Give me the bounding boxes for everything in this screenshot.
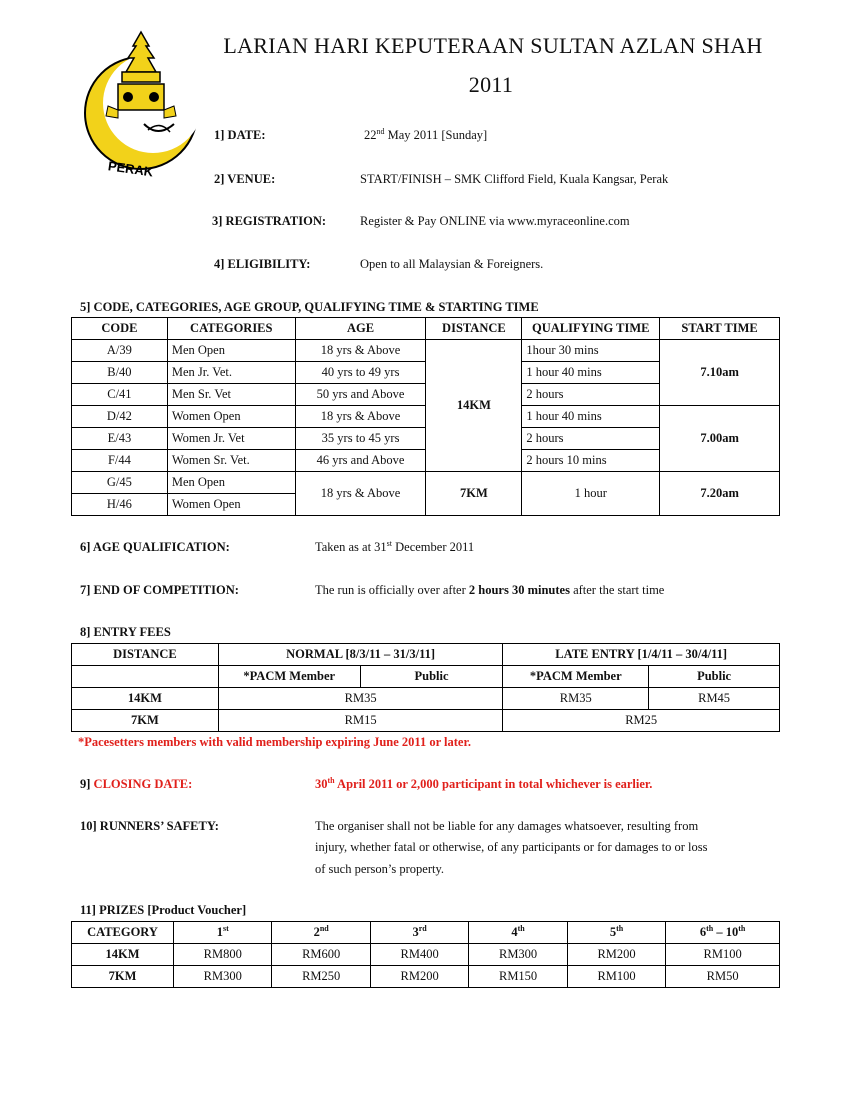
runners-safety-line1: The organiser shall not be liable for any damages whatsoever, resulting from <box>315 819 699 833</box>
fees-late-member-14km: RM35 <box>503 688 649 710</box>
fees-header-member-late: *PACM Member <box>503 666 649 688</box>
prize-cell: RM300 <box>469 944 567 966</box>
age-cell: 18 yrs & Above <box>295 406 426 428</box>
prize-cell: RM100 <box>666 944 780 966</box>
fees-late-7km: RM25 <box>503 710 780 732</box>
fees-header-normal: NORMAL [8/3/11 – 31/3/11] <box>218 644 503 666</box>
prize-cell: RM800 <box>174 944 272 966</box>
fees-header-distance: DISTANCE <box>72 644 219 666</box>
qualifying-cell-7km: 1 hour <box>522 472 660 516</box>
code-cell: E/43 <box>72 428 168 450</box>
eligibility-value: Open to all Malaysian & Foreigners. <box>360 257 544 271</box>
start-time-women: 7.00am <box>660 406 780 472</box>
prize-cell: RM150 <box>469 966 567 988</box>
pacesetters-note: *Pacesetters members with valid membership expiring June 2011 or later. <box>78 735 472 749</box>
distance-cell-14km: 14KM <box>426 340 522 472</box>
end-competition-value: The run is officially over after 2 hours 30 minutes after the start time <box>315 583 665 597</box>
table-row <box>72 340 780 362</box>
fees-distance-7km: 7KM <box>72 710 219 732</box>
qualifying-cell: 1hour 30 mins <box>522 340 660 362</box>
codes-heading: 5] CODE, CATEGORIES, AGE GROUP, QUALIFYING TIME & STARTING TIME <box>80 300 539 314</box>
qualifying-cell: 1 hour 40 mins <box>522 362 660 384</box>
code-cell: F/44 <box>72 450 168 472</box>
prizes-header-place-5: 5th <box>567 922 665 944</box>
runners-safety-line3: of such person’s property. <box>315 862 445 876</box>
prize-category-cell: 14KM <box>72 944 174 966</box>
code-cell: B/40 <box>72 362 168 384</box>
prize-cell: RM100 <box>567 966 665 988</box>
prizes-header-place-3: 3rd <box>370 922 468 944</box>
prizes-heading: 11] PRIZES [Product Voucher] <box>80 903 247 917</box>
table-row <box>72 688 780 710</box>
age-qualification-label: 6] AGE QUALIFICATION: <box>80 540 230 554</box>
qualifying-cell: 2 hours 10 mins <box>522 450 660 472</box>
age-cell: 40 yrs to 49 yrs <box>295 362 426 384</box>
table-row <box>72 710 780 732</box>
table-row <box>72 406 780 428</box>
category-cell: Women Jr. Vet <box>167 428 295 450</box>
age-cell-7km: 18 yrs & Above <box>295 472 426 516</box>
start-time-men: 7.10am <box>660 340 780 406</box>
table-row <box>72 472 780 494</box>
entry-fees-heading: 8] ENTRY FEES <box>80 625 171 639</box>
start-time-7km: 7.20am <box>660 472 780 516</box>
category-cell: Women Open <box>167 406 295 428</box>
qualifying-cell: 2 hours <box>522 384 660 406</box>
age-cell: 50 yrs and Above <box>295 384 426 406</box>
page-title: LARIAN HARI KEPUTERAAN SULTAN AZLAN SHAH <box>223 33 763 58</box>
logo-text: PERAK <box>107 158 155 178</box>
venue-label: 2] VENUE: <box>214 172 276 186</box>
fees-late-public-14km: RM45 <box>649 688 780 710</box>
code-cell: H/46 <box>72 494 168 516</box>
prize-cell: RM200 <box>567 944 665 966</box>
col-header-distance: DISTANCE <box>426 318 522 340</box>
age-cell: 46 yrs and Above <box>295 450 426 472</box>
prize-cell: RM400 <box>370 944 468 966</box>
age-qualification-value: Taken as at 31st December 2011 <box>315 538 475 554</box>
qualifying-cell: 2 hours <box>522 428 660 450</box>
runners-safety-label: 10] RUNNERS’ SAFETY: <box>80 819 219 833</box>
prizes-header-category: CATEGORY <box>72 922 174 944</box>
prize-cell: RM600 <box>272 944 370 966</box>
eligibility-label: 4] ELIGIBILITY: <box>214 257 311 271</box>
fees-header-member: *PACM Member <box>218 666 360 688</box>
code-cell: C/41 <box>72 384 168 406</box>
category-cell: Women Sr. Vet. <box>167 450 295 472</box>
col-header-age: AGE <box>295 318 426 340</box>
fees-header-late: LATE ENTRY [1/4/11 – 30/4/11] <box>503 644 780 666</box>
col-header-start-time: START TIME <box>660 318 780 340</box>
fees-normal-7km: RM15 <box>218 710 503 732</box>
closing-date-label: 9] CLOSING DATE: <box>80 777 193 791</box>
qualifying-cell: 1 hour 40 mins <box>522 406 660 428</box>
registration-value: Register & Pay ONLINE via www.myraceonline.com <box>360 214 630 228</box>
category-cell: Women Open <box>167 494 295 516</box>
closing-date-value: 30th April 2011 or 2,000 participant in total whichever is earlier. <box>315 775 653 791</box>
fees-distance-14km: 14KM <box>72 688 219 710</box>
prize-cell: RM300 <box>174 966 272 988</box>
prizes-table <box>71 921 780 988</box>
table-row <box>72 966 780 988</box>
col-header-qualifying-time: QUALIFYING TIME <box>522 318 660 340</box>
col-header-code: CODE <box>72 318 168 340</box>
end-competition-label: 7] END OF COMPETITION: <box>80 583 239 597</box>
age-cell: 18 yrs & Above <box>295 340 426 362</box>
age-cell: 35 yrs to 45 yrs <box>295 428 426 450</box>
fees-normal-14km: RM35 <box>218 688 503 710</box>
distance-cell-7km: 7KM <box>426 472 522 516</box>
prize-cell: RM250 <box>272 966 370 988</box>
category-cell: Men Open <box>167 472 295 494</box>
table-row <box>72 944 780 966</box>
date-label: 1] DATE: <box>214 128 266 142</box>
fees-header-public-late: Public <box>649 666 780 688</box>
date-value: 22nd May 2011 [Sunday] <box>364 126 488 142</box>
entry-fees-table <box>71 643 780 732</box>
prizes-header-place-4: 4th <box>469 922 567 944</box>
prize-category-cell: 7KM <box>72 966 174 988</box>
category-cell: Men Jr. Vet. <box>167 362 295 384</box>
prize-cell: RM50 <box>666 966 780 988</box>
fees-header-public: Public <box>360 666 503 688</box>
code-cell: A/39 <box>72 340 168 362</box>
runners-safety-line2: injury, whether fatal or otherwise, of any participants or for damages to or loss <box>315 840 708 854</box>
category-cell: Men Sr. Vet <box>167 384 295 406</box>
prizes-header-place-6-10: 6th – 10th <box>666 922 780 944</box>
code-cell: G/45 <box>72 472 168 494</box>
codes-table <box>71 317 780 516</box>
prizes-header-place-2: 2nd <box>272 922 370 944</box>
col-header-categories: CATEGORIES <box>167 318 295 340</box>
venue-value: START/FINISH – SMK Clifford Field, Kuala Kangsar, Perak <box>360 172 669 186</box>
code-cell: D/42 <box>72 406 168 428</box>
category-cell: Men Open <box>167 340 295 362</box>
registration-label: 3] REGISTRATION: <box>212 214 327 228</box>
prize-cell: RM200 <box>370 966 468 988</box>
prizes-header-place-1: 1st <box>174 922 272 944</box>
page-year: 2011 <box>468 72 514 97</box>
